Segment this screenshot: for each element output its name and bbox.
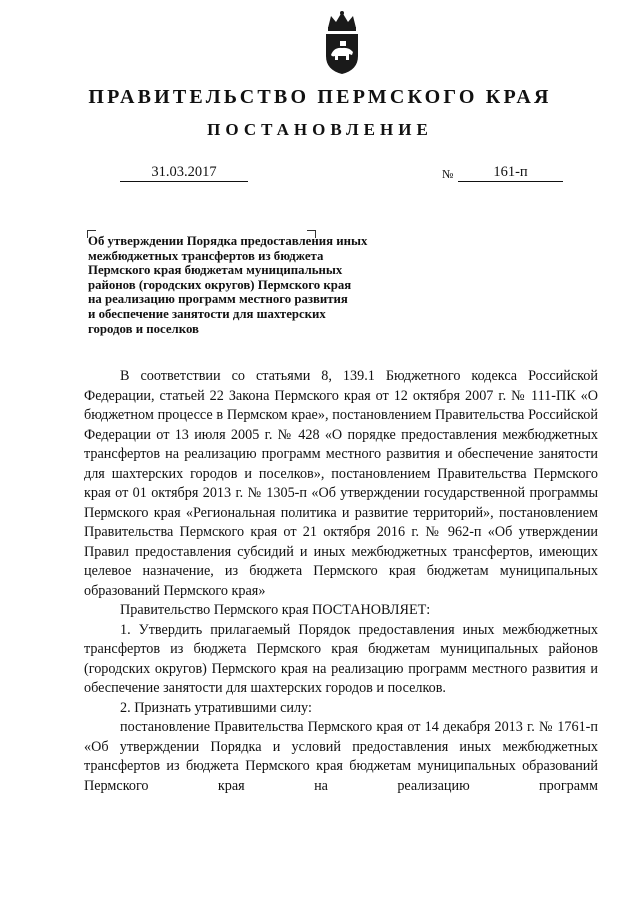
document-body [84, 367, 598, 796]
perm-krai-coat-of-arms-icon [322, 10, 362, 76]
document-subject [88, 234, 428, 336]
subject-line: городов и поселков [88, 321, 199, 336]
document-type: ПОСТАНОВЛЕНИЕ [207, 120, 433, 139]
body-paragraph: 1. Утвердить прилагаемый Порядок предоставления иных межбюджетных трансфертов из бюджета Пермского края бюджетам муниципальных районов (городских округов) Пермского края на реализацию программ местного развития и обеспечение занятости для шахтерских городов и поселков. [84, 621, 598, 696]
subject-line: районов (городских округов) Пермского края [88, 277, 352, 292]
number-label: № [442, 167, 454, 181]
subject-line: Пермского края бюджетам муниципальных [88, 263, 343, 278]
body-paragraph: Правительство Пермского края ПОСТАНОВЛЯЕТ: [120, 602, 431, 618]
body-paragraph: 2. Признать утратившими силу: [120, 699, 312, 716]
subject-line: на реализацию программ местного развития [88, 292, 348, 307]
body-paragraph: постановление Правительства Пермского края от 14 декабря 2013 г. № 1761-п «Об утверждении Порядка и условий предоставления иных межбюджетных трансфертов из бюджета Пермского края бюджетам муниципальных образований Пермского края на реализацию программ [84, 719, 598, 794]
document-date: 31.03.2017 [120, 163, 248, 182]
subject-line: Об утверждении Порядка предоставления иных [88, 234, 368, 248]
subject-line: межбюджетных трансфертов из бюджета [88, 248, 324, 263]
subject-line: и обеспечение занятости для шахтерских [88, 306, 326, 321]
body-paragraph: В соответствии со статьями 8, 139.1 Бюджетного кодекса Российской Федерации, статьей 22 Закона Пермского края от 12 октября 2007 г. № 111-ПК «О бюджетном процессе в Пермском крае», постановлением Правительства Российской Федерации от 13 июля 2005 г. № 428 «О порядке предоставления межбюджетных трансфертов на реализацию программ местного развития и обеспечение занятости для шахтерских городов и поселков», постановлением Правительства Пермского края от 01 октября 2013 г. № 1305-п «Об утверждении государственной программы Пермского края «Региональная политика и развитие территорий», постановлением Правительства Пермского края от 21 октября 2016 г. № 962-п «Об утверждении Правил предоставления субсидий и иных межбюджетных трансфертов, имеющих целевое назначение, из бюджета Пермского края бюджетам муниципальных образований Пермского края» [84, 368, 598, 599]
government-name: ПРАВИТЕЛЬСТВО ПЕРМСКОГО КРАЯ [88, 86, 552, 108]
document-number: 161-п [458, 163, 563, 182]
